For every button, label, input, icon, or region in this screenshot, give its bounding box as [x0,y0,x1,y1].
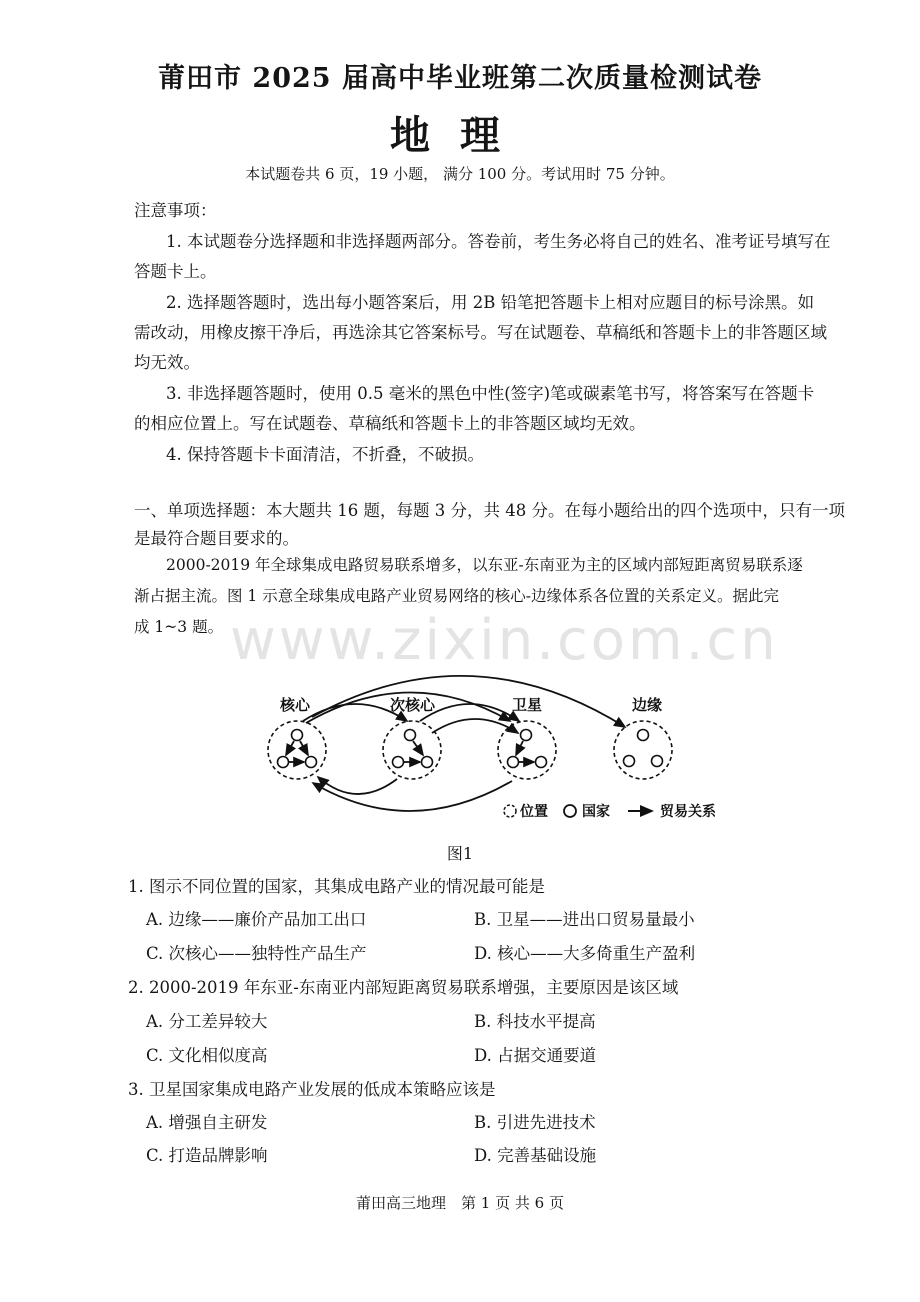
notice-item-3-cont: 的相应位置上。写在试题卷、草稿纸和答题卡上的非答题区域均无效。 [134,414,646,433]
country-node [292,730,303,741]
country-node [521,730,532,741]
q3-option-c: C. 打造品牌影响 [146,1146,268,1165]
notice-item-2-cont: 需改动，用橡皮擦干净后，再选涂其它答案标号。写在试题卷、草稿纸和答题卡上的非答题区域 [134,323,827,342]
material-line-3: 成 1~3 题。 [134,618,224,636]
q1-option-b: B. 卫星——进出口贸易量最小 [474,910,695,929]
country-node [306,757,317,768]
notice-item-1-cont: 答题卡上。 [134,262,217,281]
section-heading: 一、单项选择题：本大题共 16 题，每题 3 分，共 48 分。在每小题给出的四个选项中，只有一项 [134,501,845,520]
internal-arrow [413,741,423,755]
figure-caption: 图1 [446,844,474,863]
notice-item-4: 4. 保持答题卡卡面清洁，不折叠，不破损。 [166,445,484,464]
notice-item-2-cont2: 均无效。 [134,353,200,372]
label-satellite: 卫星 [512,696,543,714]
legend-country: 国家 [582,804,610,820]
notice-heading: 注意事项： [134,201,217,220]
q2-option-b: B. 科技水平提高 [474,1012,596,1031]
q1-option-c: C. 次核心——独特性产品生产 [146,944,367,963]
trade-arrow [432,719,518,733]
country-node [536,757,547,768]
exam-info: 本试题卷共 6 页，19 小题， 满分 100 分。考试用时 75 分钟。 [245,165,675,183]
exam-title: 莆田市 2025 届高中毕业班第二次质量检测试卷 [158,63,762,94]
question-1-stem: 1. 图示不同位置的国家，其集成电路产业的情况最可能是 [128,877,545,896]
country-node [624,756,635,767]
country-node [278,757,289,768]
notice-item-2: 2. 选择题答题时，选出每小题答案后，用 2B 铅笔把答题卡上相对应题目的标号涂黑。如 [166,293,815,312]
q1-option-a: A. 边缘——廉价产品加工出口 [146,910,367,929]
q2-option-a: A. 分工差异较大 [146,1012,268,1031]
question-2-stem: 2. 2000-2019 年东亚-东南亚内部短距离贸易联系增强，主要原因是该区域 [128,978,679,997]
material-line-2: 渐占据主流。图 1 示意全球集成电路产业贸易网络的核心-边缘体系各位置的关系定义。据此完 [134,587,779,605]
q3-option-a: A. 增强自主研发 [146,1113,268,1132]
country-node [508,757,519,768]
trade-network-diagram [260,665,740,830]
q2-option-c: C. 文化相似度高 [146,1046,268,1065]
internal-arrow [300,741,308,755]
legend-country-icon [564,805,576,817]
legend-position-icon [504,805,516,817]
internal-arrow [286,741,294,755]
watermark: www.zixin.com.cn [230,608,779,673]
q1-option-d: D. 核心——大多倚重生产盈利 [474,944,696,963]
legend-trade: 贸易关系 [660,804,716,820]
section-heading-cont: 是最符合题目要求的。 [134,529,299,548]
q3-option-d: D. 完善基础设施 [474,1146,597,1165]
question-3-stem: 3. 卫星国家集成电路产业发展的低成本策略应该是 [128,1080,496,1099]
country-node [405,730,416,741]
q3-option-b: B. 引进先进技术 [474,1113,596,1132]
country-node [393,757,404,768]
label-subcore: 次核心 [390,696,436,714]
internal-arrow [516,741,523,755]
label-edge: 边缘 [632,696,663,714]
label-core: 核心 [280,696,311,714]
country-node [638,730,649,741]
material-line-1: 2000-2019 年全球集成电路贸易联系增多，以东亚-东南亚为主的区域内部短距离贸易联系逐 [166,556,803,574]
trade-arrow [313,781,512,811]
page-footer: 莆田高三地理 第 1 页 共 6 页 [356,1194,564,1212]
q2-option-d: D. 占据交通要道 [474,1046,597,1065]
legend-position: 位置 [520,804,548,820]
notice-item-3: 3. 非选择题答题时，使用 0.5 毫米的黑色中性(签字)笔或碳素笔书写，将答案写在答题卡 [166,384,815,403]
subject-title: 地理 [390,112,530,159]
notice-item-1: 1. 本试题卷分选择题和非选择题两部分。答卷前，考生务必将自己的姓名、准考证号填写在 [166,232,831,251]
country-node [652,756,663,767]
country-node [422,757,433,768]
